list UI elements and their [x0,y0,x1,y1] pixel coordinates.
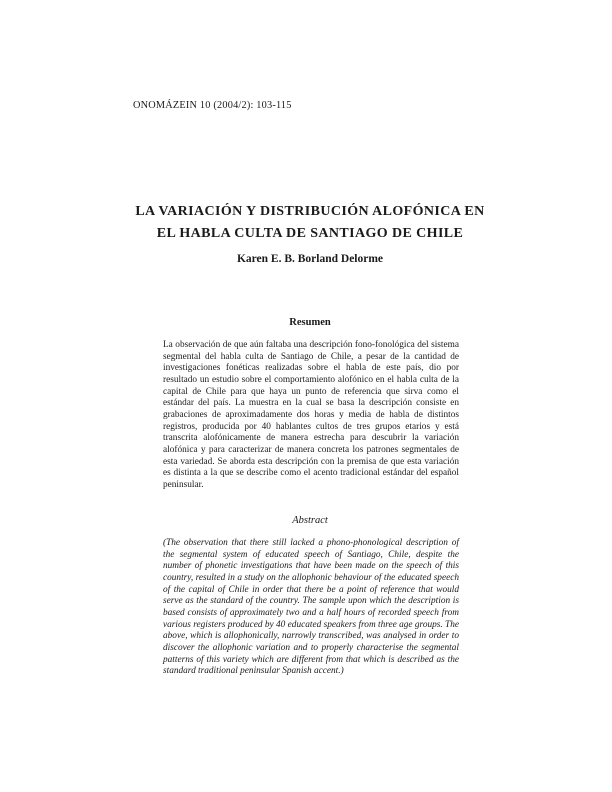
resumen-text: La observación de que aún faltaba una descripción fono-fonológica del sistema segmental del habla culta de Santiago de Chile, a pesar de la cantidad de investigaciones fonéticas realizadas sobre el habla de este país, dio por resultado un estudio sobre el comportamiento alofónico en el habla culta de la capital de Chile para que haya un punto de referencia que sirva como el estándar del país. La muestra en la cual se basa la descripción consiste en grabaciones de aproximadamente dos horas y media de habla de distintos registros, producida por 40 hablantes cultos de tres grupos etarios y está transcrita alofónicamente de manera estrecha para descubrir la variación alofónica y para caracterizar de manera concreta los patrones segmentales de esta variedad. Se aborda esta descripción con la premisa de que esta variación es distinta a la que se describe como el acento tradicional estándar del español peninsular. [163,340,459,490]
abstract-heading: Abstract [292,515,328,526]
article-title-line1: LA VARIACIÓN Y DISTRIBUCIÓN ALOFÓNICA EN [135,204,485,219]
resumen-heading: Resumen [289,317,331,328]
abstract-text: (The observation that there still lacked a phono-phonological description of the segmental system of educated speech of Santiago, Chile, despite the number of phonetic investigations that have been made on the speech of this country, resulted in a study on the allophonic behaviour of the educated speech of the capital of Chile in order that there be a point of reference that would serve as the standard of the country. The sample upon which the description is based consists of approximately two and a half hours of recorded speech from various registers produced by 40 educated speakers from three age groups. The above, which is allophonically, narrowly transcribed, was analysed in order to discover the allophonic variation and to properly characterise the segmental patterns of this variety which are different from that which is described as the standard traditional peninsular Spanish accent.) [163,538,459,677]
author-name: Karen E. B. Borland Delorme [236,253,384,265]
article-title [96,201,524,245]
article-title-line2: EL HABLA CULTA DE SANTIAGO DE CHILE [156,226,464,241]
journal-citation: ONOMÁZEIN 10 (2004/2): 103-115 [133,100,292,111]
